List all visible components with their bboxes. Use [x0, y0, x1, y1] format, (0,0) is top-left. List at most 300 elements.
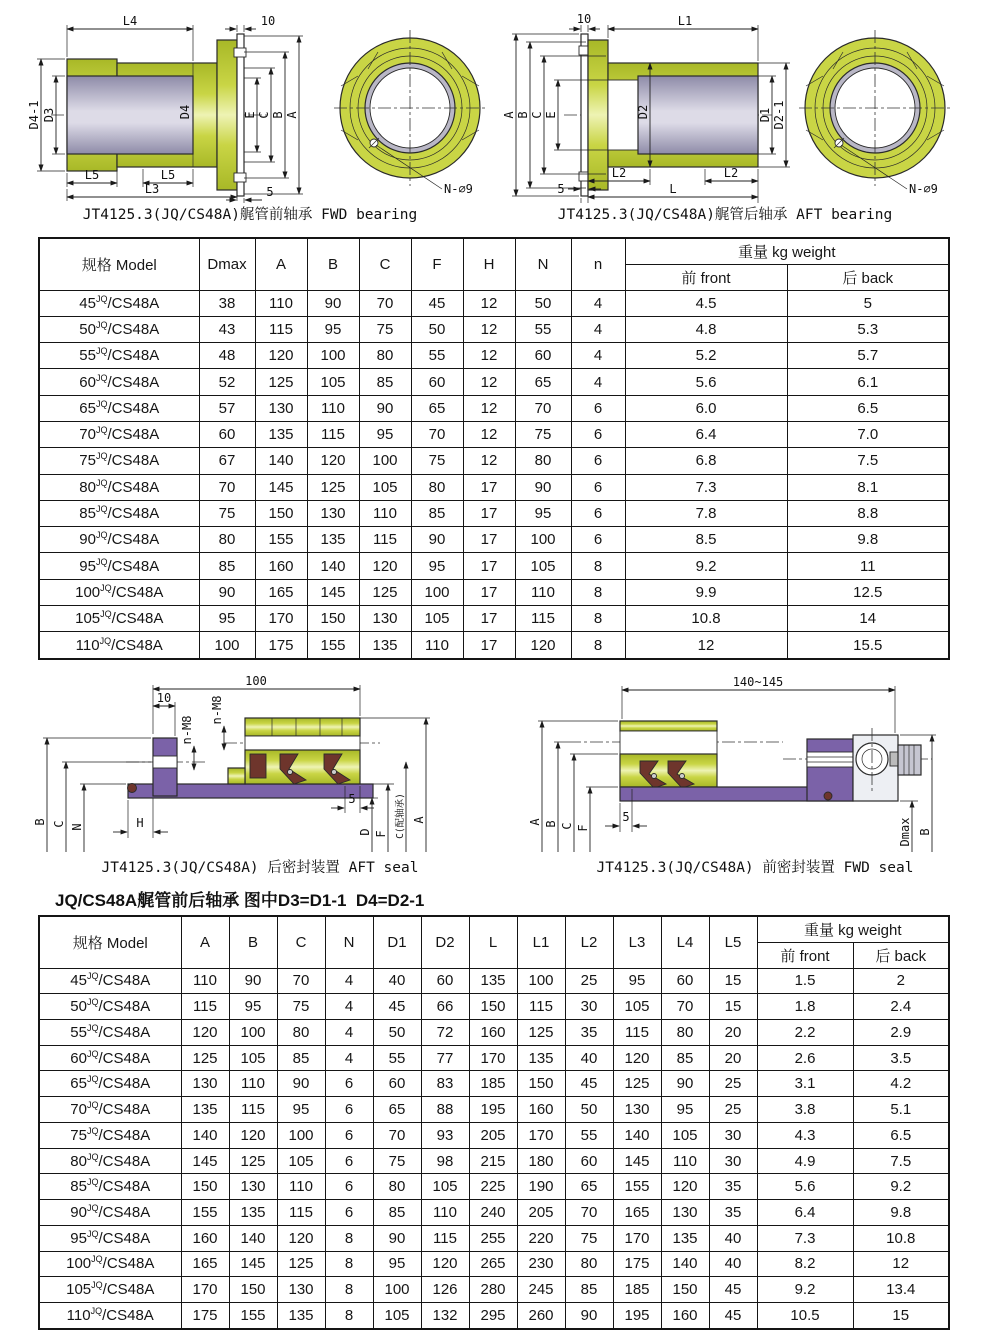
- data-cell: 160: [517, 1097, 565, 1123]
- data-cell: 35: [565, 1019, 613, 1045]
- column-header-model: 规格 Model: [39, 238, 199, 290]
- data-cell: 70: [277, 968, 325, 994]
- data-cell: 30: [709, 1122, 757, 1148]
- dim-label: E: [243, 111, 257, 119]
- data-cell: 150: [307, 606, 359, 632]
- data-cell: 11: [787, 553, 949, 579]
- data-cell: 40: [709, 1251, 757, 1277]
- data-cell: 130: [229, 1174, 277, 1200]
- data-cell: 150: [229, 1277, 277, 1303]
- data-cell: 4: [571, 316, 625, 342]
- column-header: F: [411, 238, 463, 290]
- dim-label: Dmax: [898, 817, 912, 847]
- data-cell: 115: [229, 1097, 277, 1123]
- data-cell: 40: [709, 1225, 757, 1251]
- aft-seal-dimensions: [33, 674, 430, 852]
- fwd-seal-body: [568, 721, 932, 801]
- data-cell: 130: [181, 1071, 229, 1097]
- data-cell: 5.1: [853, 1097, 949, 1123]
- table-row: [39, 968, 949, 994]
- data-cell: 110: [661, 1148, 709, 1174]
- data-cell: 155: [181, 1200, 229, 1226]
- data-cell: 175: [613, 1251, 661, 1277]
- data-cell: 15: [853, 1303, 949, 1329]
- dim-label: 5: [348, 792, 356, 806]
- data-cell: 8: [571, 579, 625, 605]
- model-cell: $100^{JQ}/CS48A$: [39, 1251, 181, 1277]
- dim-label: B: [516, 111, 530, 119]
- data-cell: 5.6: [757, 1174, 853, 1200]
- data-cell: 105: [613, 994, 661, 1020]
- data-cell: 10.8: [853, 1225, 949, 1251]
- model-cell: $60^{JQ}/CS48A$: [39, 1045, 181, 1071]
- dim-label: 10: [260, 14, 276, 28]
- column-header: N: [325, 916, 373, 968]
- data-cell: 50: [565, 1097, 613, 1123]
- data-cell: 120: [277, 1225, 325, 1251]
- data-cell: 170: [517, 1122, 565, 1148]
- data-cell: 135: [255, 421, 307, 447]
- data-cell: 17: [463, 474, 515, 500]
- data-cell: 35: [709, 1200, 757, 1226]
- dim-label: A: [285, 111, 299, 119]
- column-header: L: [469, 916, 517, 968]
- data-cell: 130: [255, 395, 307, 421]
- data-cell: 120: [613, 1045, 661, 1071]
- data-cell: 55: [411, 343, 463, 369]
- data-cell: 45: [373, 994, 421, 1020]
- dim-label: B: [544, 820, 558, 828]
- data-cell: 150: [517, 1071, 565, 1097]
- data-cell: 25: [709, 1071, 757, 1097]
- data-cell: 90: [515, 474, 571, 500]
- data-cell: 295: [469, 1303, 517, 1329]
- data-cell: 90: [277, 1071, 325, 1097]
- data-cell: 7.3: [625, 474, 787, 500]
- data-cell: 4: [571, 290, 625, 316]
- fwd-bearing-ring: [334, 30, 486, 196]
- dim-label: L4: [122, 14, 138, 28]
- data-cell: 35: [709, 1174, 757, 1200]
- data-cell: 280: [469, 1277, 517, 1303]
- data-cell: 98: [421, 1148, 469, 1174]
- data-cell: 260: [517, 1303, 565, 1329]
- dim-label: 140~145: [732, 675, 784, 689]
- data-cell: 95: [359, 421, 411, 447]
- data-cell: 135: [359, 632, 411, 659]
- data-cell: 115: [613, 1019, 661, 1045]
- data-cell: 6.4: [757, 1200, 853, 1226]
- data-cell: 85: [565, 1277, 613, 1303]
- dim-label: L2: [611, 166, 627, 180]
- data-cell: 6: [571, 474, 625, 500]
- data-cell: 195: [613, 1303, 661, 1329]
- data-cell: 90: [307, 290, 359, 316]
- data-cell: 6.5: [853, 1122, 949, 1148]
- data-cell: 12: [463, 343, 515, 369]
- data-cell: 100: [307, 343, 359, 369]
- data-cell: 90: [359, 395, 411, 421]
- data-cell: 130: [661, 1200, 709, 1226]
- data-cell: 6: [325, 1200, 373, 1226]
- data-cell: 9.9: [625, 579, 787, 605]
- column-header: L5: [709, 916, 757, 968]
- data-cell: 132: [421, 1303, 469, 1329]
- column-header: N: [515, 238, 571, 290]
- data-cell: 80: [565, 1251, 613, 1277]
- data-cell: 6.1: [787, 369, 949, 395]
- data-cell: 220: [517, 1225, 565, 1251]
- data-cell: 4.2: [853, 1071, 949, 1097]
- table-row: [39, 290, 949, 316]
- dim-label: C: [52, 820, 66, 828]
- data-cell: 120: [229, 1122, 277, 1148]
- model-cell: $85^{JQ}/CS48A$: [39, 500, 199, 526]
- data-cell: 105: [515, 553, 571, 579]
- data-cell: 8: [571, 606, 625, 632]
- column-header: C: [277, 916, 325, 968]
- column-header: H: [463, 238, 515, 290]
- data-cell: 75: [373, 1148, 421, 1174]
- data-cell: 160: [255, 553, 307, 579]
- data-cell: 160: [181, 1225, 229, 1251]
- data-cell: 135: [229, 1200, 277, 1226]
- data-cell: 17: [463, 632, 515, 659]
- dim-label: 10: [576, 12, 592, 26]
- data-cell: 160: [469, 1019, 517, 1045]
- dim-label: D2: [636, 104, 650, 120]
- caption-aft-seal: JT4125.3(JQ/CS48A) 后密封装置 AFT seal: [101, 860, 419, 876]
- bearing-spec-table: [38, 237, 950, 660]
- data-cell: 125: [307, 474, 359, 500]
- data-cell: 110: [411, 632, 463, 659]
- data-cell: 245: [517, 1277, 565, 1303]
- data-cell: 75: [199, 500, 255, 526]
- data-cell: 1.8: [757, 994, 853, 1020]
- data-cell: 155: [255, 527, 307, 553]
- data-cell: 115: [421, 1225, 469, 1251]
- seal-bearing-spec-table: [38, 915, 950, 1330]
- data-cell: 95: [411, 553, 463, 579]
- aft-bearing-ring: [799, 30, 951, 196]
- data-cell: 105: [307, 369, 359, 395]
- data-cell: 3.8: [757, 1097, 853, 1123]
- data-cell: 110: [421, 1200, 469, 1226]
- dim-label: L5: [160, 168, 176, 182]
- data-cell: 140: [255, 448, 307, 474]
- data-cell: 6: [325, 1122, 373, 1148]
- data-cell: 90: [229, 968, 277, 994]
- data-cell: 95: [613, 968, 661, 994]
- dim-label: L3: [144, 182, 160, 196]
- dim-label: L5: [84, 168, 100, 182]
- model-cell: $75^{JQ}/CS48A$: [39, 1122, 181, 1148]
- column-header: B: [229, 916, 277, 968]
- data-cell: 155: [613, 1174, 661, 1200]
- model-cell: $90^{JQ}/CS48A$: [39, 527, 199, 553]
- table-row: [39, 1225, 949, 1251]
- data-cell: 25: [709, 1097, 757, 1123]
- data-cell: 12: [463, 448, 515, 474]
- data-cell: 20: [709, 1045, 757, 1071]
- data-cell: 8.1: [787, 474, 949, 500]
- data-cell: 100: [411, 579, 463, 605]
- data-cell: 140: [229, 1225, 277, 1251]
- table-row: [39, 632, 949, 659]
- data-cell: 40: [373, 968, 421, 994]
- dim-label: A: [528, 818, 542, 826]
- dim-label: D3: [42, 107, 56, 123]
- data-cell: 240: [469, 1200, 517, 1226]
- data-cell: 4.3: [757, 1122, 853, 1148]
- data-cell: 70: [199, 474, 255, 500]
- data-cell: 175: [255, 632, 307, 659]
- model-cell: $80^{JQ}/CS48A$: [39, 474, 199, 500]
- model-cell: $110^{JQ}/CS48A$: [39, 1303, 181, 1329]
- data-cell: 105: [661, 1122, 709, 1148]
- data-cell: 2.9: [853, 1019, 949, 1045]
- data-cell: 17: [463, 553, 515, 579]
- dim-label: 100: [245, 674, 267, 688]
- data-cell: 80: [277, 1019, 325, 1045]
- data-cell: 155: [229, 1303, 277, 1329]
- data-cell: 2.6: [757, 1045, 853, 1071]
- column-header: A: [255, 238, 307, 290]
- data-cell: 2: [853, 968, 949, 994]
- data-cell: 12: [625, 632, 787, 659]
- model-cell: $80^{JQ}/CS48A$: [39, 1148, 181, 1174]
- data-cell: 8.2: [757, 1251, 853, 1277]
- data-cell: 4.5: [625, 290, 787, 316]
- model-cell: $45^{JQ}/CS48A$: [39, 290, 199, 316]
- data-cell: 77: [421, 1045, 469, 1071]
- data-cell: 125: [613, 1071, 661, 1097]
- data-cell: 100: [359, 448, 411, 474]
- data-cell: 75: [515, 421, 571, 447]
- data-cell: 5.6: [625, 369, 787, 395]
- data-cell: 110: [229, 1071, 277, 1097]
- data-cell: 4: [325, 1045, 373, 1071]
- data-cell: 145: [181, 1148, 229, 1174]
- data-cell: 17: [463, 579, 515, 605]
- table-row: [39, 527, 949, 553]
- data-cell: 205: [517, 1200, 565, 1226]
- dim-label: C: [560, 822, 574, 830]
- table-row: [39, 606, 949, 632]
- data-cell: 90: [411, 527, 463, 553]
- data-cell: 115: [255, 316, 307, 342]
- data-cell: 4: [325, 1019, 373, 1045]
- column-header: B: [307, 238, 359, 290]
- aft-seal-drawing: [28, 672, 460, 867]
- data-cell: 105: [411, 606, 463, 632]
- data-cell: 90: [199, 579, 255, 605]
- data-cell: 95: [661, 1097, 709, 1123]
- table-row: [39, 316, 949, 342]
- data-cell: 85: [661, 1045, 709, 1071]
- data-cell: 105: [421, 1174, 469, 1200]
- column-header-front: 前 front: [625, 264, 787, 290]
- data-cell: 8: [571, 632, 625, 659]
- data-cell: 75: [411, 448, 463, 474]
- column-header: L2: [565, 916, 613, 968]
- data-cell: 215: [469, 1148, 517, 1174]
- model-cell: $70^{JQ}/CS48A$: [39, 421, 199, 447]
- data-cell: 6: [325, 1097, 373, 1123]
- data-cell: 38: [199, 290, 255, 316]
- data-cell: 140: [181, 1122, 229, 1148]
- data-cell: 160: [661, 1303, 709, 1329]
- data-cell: 7.5: [787, 448, 949, 474]
- data-cell: 25: [565, 968, 613, 994]
- table-row: [39, 448, 949, 474]
- data-cell: 150: [469, 994, 517, 1020]
- data-cell: 5: [787, 290, 949, 316]
- data-cell: 100: [517, 968, 565, 994]
- data-cell: 45: [565, 1071, 613, 1097]
- column-header: D1: [373, 916, 421, 968]
- data-cell: 88: [421, 1097, 469, 1123]
- data-cell: 95: [277, 1097, 325, 1123]
- model-cell: $85^{JQ}/CS48A$: [39, 1174, 181, 1200]
- data-cell: 57: [199, 395, 255, 421]
- data-cell: 60: [373, 1071, 421, 1097]
- data-cell: 225: [469, 1174, 517, 1200]
- data-cell: 60: [411, 369, 463, 395]
- data-cell: 12: [463, 369, 515, 395]
- data-cell: 70: [359, 290, 411, 316]
- caption-fwd-bearing: JT4125.3(JQ/CS48A)艉管前轴承 FWD bearing: [82, 207, 418, 223]
- data-cell: 120: [421, 1251, 469, 1277]
- data-cell: 100: [515, 527, 571, 553]
- data-cell: 13.4: [853, 1277, 949, 1303]
- data-cell: 7.0: [787, 421, 949, 447]
- column-header: A: [181, 916, 229, 968]
- data-cell: 45: [411, 290, 463, 316]
- data-cell: 105: [359, 474, 411, 500]
- data-cell: 125: [255, 369, 307, 395]
- data-cell: 90: [565, 1303, 613, 1329]
- data-cell: 130: [277, 1277, 325, 1303]
- data-cell: 125: [359, 579, 411, 605]
- data-cell: 17: [463, 606, 515, 632]
- data-cell: 105: [373, 1303, 421, 1329]
- data-cell: 165: [255, 579, 307, 605]
- data-cell: 126: [421, 1277, 469, 1303]
- table-row: [39, 1019, 949, 1045]
- data-cell: 6: [571, 500, 625, 526]
- data-cell: 100: [229, 1019, 277, 1045]
- model-cell: $95^{JQ}/CS48A$: [39, 1225, 181, 1251]
- data-cell: 125: [277, 1251, 325, 1277]
- model-cell: $55^{JQ}/CS48A$: [39, 1019, 181, 1045]
- data-cell: 60: [565, 1148, 613, 1174]
- data-cell: 85: [411, 500, 463, 526]
- model-cell: $60^{JQ}/CS48A$: [39, 369, 199, 395]
- data-cell: 80: [411, 474, 463, 500]
- data-cell: 75: [565, 1225, 613, 1251]
- data-cell: 165: [613, 1200, 661, 1226]
- data-cell: 17: [463, 527, 515, 553]
- dim-label: F: [374, 830, 388, 838]
- data-cell: 6: [571, 395, 625, 421]
- data-cell: 43: [199, 316, 255, 342]
- data-cell: 65: [565, 1174, 613, 1200]
- data-cell: 205: [469, 1122, 517, 1148]
- data-cell: 95: [515, 500, 571, 526]
- data-cell: 6: [571, 527, 625, 553]
- data-cell: 45: [709, 1277, 757, 1303]
- data-cell: 12.5: [787, 579, 949, 605]
- data-cell: 130: [307, 500, 359, 526]
- model-cell: $75^{JQ}/CS48A$: [39, 448, 199, 474]
- column-header-front: 前 front: [757, 942, 853, 968]
- data-cell: 130: [613, 1097, 661, 1123]
- data-cell: 115: [517, 994, 565, 1020]
- aft-seal-body: [126, 715, 380, 798]
- data-cell: 255: [469, 1225, 517, 1251]
- data-cell: 5.2: [625, 343, 787, 369]
- data-cell: 8: [325, 1277, 373, 1303]
- data-cell: 85: [199, 553, 255, 579]
- data-cell: 2.4: [853, 994, 949, 1020]
- model-cell: $65^{JQ}/CS48A$: [39, 395, 199, 421]
- model-cell: $105^{JQ}/CS48A$: [39, 1277, 181, 1303]
- data-cell: 195: [469, 1097, 517, 1123]
- column-header: L3: [613, 916, 661, 968]
- data-cell: 48: [199, 343, 255, 369]
- data-cell: 9.2: [853, 1174, 949, 1200]
- data-cell: 10.8: [625, 606, 787, 632]
- dim-label: L2: [723, 166, 739, 180]
- data-cell: 150: [255, 500, 307, 526]
- data-cell: 120: [307, 448, 359, 474]
- model-cell: $90^{JQ}/CS48A$: [39, 1200, 181, 1226]
- data-cell: 135: [517, 1045, 565, 1071]
- data-cell: 120: [181, 1019, 229, 1045]
- data-cell: 8: [325, 1303, 373, 1329]
- data-cell: 125: [229, 1148, 277, 1174]
- data-cell: 90: [661, 1071, 709, 1097]
- data-cell: 6: [325, 1148, 373, 1174]
- data-cell: 1.5: [757, 968, 853, 994]
- data-cell: 100: [199, 632, 255, 659]
- data-cell: 85: [277, 1045, 325, 1071]
- table-row: [39, 1200, 949, 1226]
- data-cell: 110: [307, 395, 359, 421]
- data-cell: 185: [613, 1277, 661, 1303]
- data-cell: 105: [229, 1045, 277, 1071]
- data-cell: 60: [661, 968, 709, 994]
- dim-label: D4-1: [27, 100, 41, 130]
- data-cell: 110: [515, 579, 571, 605]
- data-cell: 190: [517, 1174, 565, 1200]
- data-cell: 65: [373, 1097, 421, 1123]
- data-cell: 5.3: [787, 316, 949, 342]
- data-cell: 66: [421, 994, 469, 1020]
- column-header-weight: 重量 kg weight: [757, 916, 949, 942]
- dim-label: L1: [677, 14, 693, 28]
- column-header-model: 规格 Model: [39, 916, 181, 968]
- data-cell: 100: [277, 1122, 325, 1148]
- data-cell: 80: [359, 343, 411, 369]
- data-cell: 130: [359, 606, 411, 632]
- dim-label: C: [530, 111, 544, 119]
- data-cell: 95: [229, 994, 277, 1020]
- data-cell: 7.8: [625, 500, 787, 526]
- data-cell: 110: [277, 1174, 325, 1200]
- data-cell: 10.5: [757, 1303, 853, 1329]
